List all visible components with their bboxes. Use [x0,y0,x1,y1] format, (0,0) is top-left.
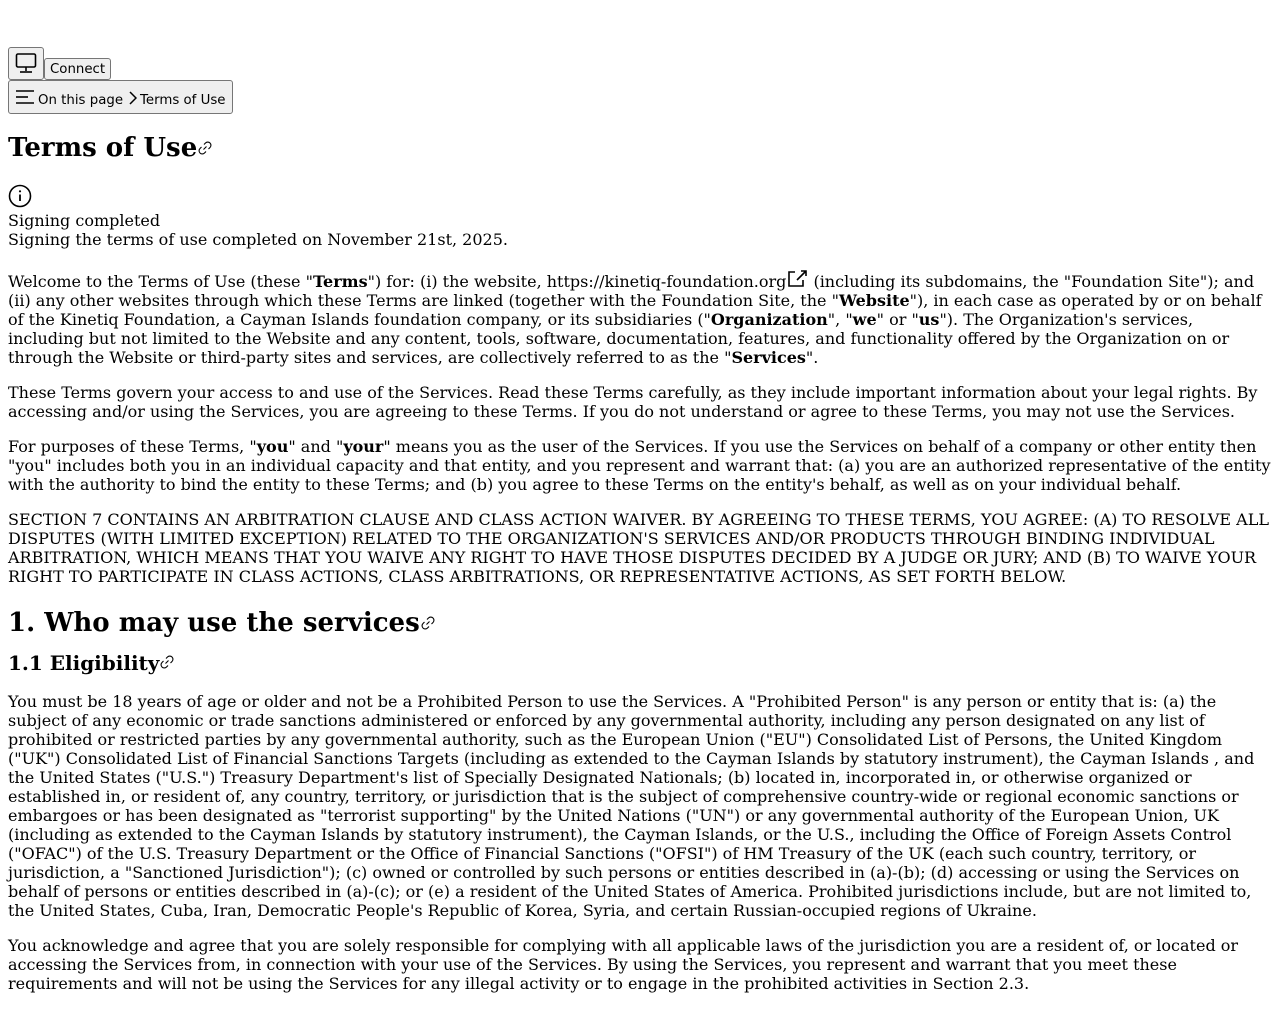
toolbar [8,47,111,80]
intro-paragraph-1 [8,268,1272,367]
notice-title: Signing completed [8,211,161,230]
term-defined: Services [731,348,806,367]
monitor-icon [15,52,37,74]
text: " means you as the user of the Services. If you use the Services on behalf of a company or other entity then "you" includes both you in an individual capacity and that entity, and you represent and warrant that: (a) you are an authorized representative of the entity with the authority to bind the entity to these Terms; and (b) you agree to these Terms on the entity's behalf, as well as on your individual behalf. [8,437,1271,494]
chevron-right-icon [129,91,137,105]
terms-content [8,268,1272,1009]
signing-notice [8,211,1272,249]
breadcrumb-current: Terms of Use [140,93,226,108]
text: (including its subdomains, the "Foundation Site"); and (ii) any other websites through which these Terms are linked (together with the Foundation Site, the " [8,272,1255,310]
notice-message: Signing the terms of use completed on November 21st, 2025. [8,230,508,249]
info-icon [8,184,32,212]
anchor-link-icon[interactable] [420,606,436,640]
connect-button[interactable]: Connect [44,58,111,80]
menu-icon [15,89,35,105]
on-this-page-label: On this page [38,93,124,108]
text: " or " [876,310,919,329]
text: For purposes of these Terms, " [8,437,257,456]
anchor-link-icon[interactable] [159,650,175,676]
page-title [8,133,213,163]
text: "). The Organization's services, including but not limited to the Website and any content, tools, software, documentation, features, and functionality offered by the Organization on or through the Website or third-party sites and services, are collectively referred to as the " [8,310,1230,367]
eligibility-paragraph-2: You acknowledge and agree that you are solely responsible for complying with all applicable laws of the jurisdiction you are a resident of, or located or accessing the Services from, in connection with your use of the Services. By using the Services, you represent and warrant that you meet these requirements and will not be using the Services for any illegal activity or to engage in the prohibited activities in Section 2.3. [8,936,1239,993]
text: ") for: (i) the website, [367,272,547,291]
intro-paragraph-2: These Terms govern your access to and use of the Services. Read these Terms carefully, as they include important information about your legal rights. By accessing and/or using the Services, you are agreeing to these Terms. If you do not understand or agree to these Terms, you may not use the Services. [8,383,1258,421]
link-text: https://kinetiq-foundation.org [546,272,787,291]
section-1-heading-text: 1. Who may use the services [8,608,420,638]
term-defined: we [852,310,877,329]
term-defined: us [918,310,940,329]
eligibility-paragraph-1: You must be 18 years of age or older and not be a Prohibited Person to use the Services. A "Prohibited Person" is any person or entity that is: (a) the subject of any economic or trade sanctions administered or enforced by any governmental authority, including any person designated on any list of prohibited or restricted parties by any governmental authority, such as the European Union ("EU") Consolidated List of Persons, the United Kingdom ("UK") Consolidated List of Financial Sanctions Targets (including as extended to the Cayman Islands by statutory instrument), the Cayman Islands , and the United States ("U.S.") Treasury Department's list of Specially Designated Nationals; (b) located in, incorporated in, or otherwise organized or established in, or resident of, any country, territory, or jurisdiction that is the subject of comprehensive country-wide or regional economic sanctions or embargoes or has been designated as "terrorist supporting" by the United Nations ("UN") or any governmental authority of the European Union, UK (including as extended to the Cayman Islands by statutory instrument), the Cayman Islands, or the U.S., including the Office of Foreign Assets Control ("OFAC") of the U.S. Treasury Department or the Office of Financial Sanctions ("OFSI") of HM Treasury of the UK (each such country, territory, or jurisdiction, a "Sanctioned Jurisdiction"); (c) owned or controlled by such persons or entities described in (a)-(b); (d) accessing or using the Services on behalf of persons or entities described in (a)-(c); or (e) a resident of the United States of America. Prohibited jurisdictions include, but are not limited to, the United States, Cuba, Iran, Democratic People's Republic of Korea, Syria, and certain Russian-occupied regions of Ukraine. [8,692,1255,920]
term-defined: Terms [312,272,368,291]
intro-paragraph-3 [8,437,1272,494]
breadcrumb [8,80,233,114]
section-1-1-heading [8,650,1272,676]
anchor-link-icon[interactable] [197,133,213,163]
on-this-page-button[interactable] [8,80,233,114]
term-defined: you [256,437,289,456]
monitor-button[interactable] [8,47,44,80]
arbitration-notice: SECTION 7 CONTAINS AN ARBITRATION CLAUSE AND CLASS ACTION WAIVER. BY AGREEING TO THESE TERMS, YOU AGREE: (A) TO RESOLVE ALL DISPUTES (WITH LIMITED EXCEPTION) RELATED TO THE ORGANIZATION'S SERVICES AND/OR PRODUCTS THROUGH BINDING INDIVIDUAL ARBITRATION, WHICH MEANS THAT YOU WAIVE ANY RIGHT TO HAVE THOSE DISPUTES DECIDED BY A JUDGE OR JURY; AND (B) TO WAIVE YOUR RIGHT TO PARTICIPATE IN CLASS ACTIONS, CLASS ARBITRATIONS, OR REPRESENTATIVE ACTIONS, AS SET FORTH BELOW. [8,510,1269,586]
text: " and " [288,437,344,456]
text: ", " [827,310,853,329]
page-title-text: Terms of Use [8,133,198,163]
text: ". [805,348,819,367]
foundation-site-link[interactable] [547,272,809,291]
section-1-1-heading-text: 1.1 Eligibility [8,651,160,675]
text: "), in each case as operated by or on behalf of the Kinetiq Foundation, a Cayman Islands foundation company, or its subsidiaries (" [8,291,1262,329]
text: Welcome to the Terms of Use (these " [8,272,313,291]
term-defined: Website [838,291,910,310]
term-defined: Organization [710,310,828,329]
section-1-heading [8,606,1272,640]
external-link-icon [786,268,808,288]
term-defined: your [343,437,384,456]
